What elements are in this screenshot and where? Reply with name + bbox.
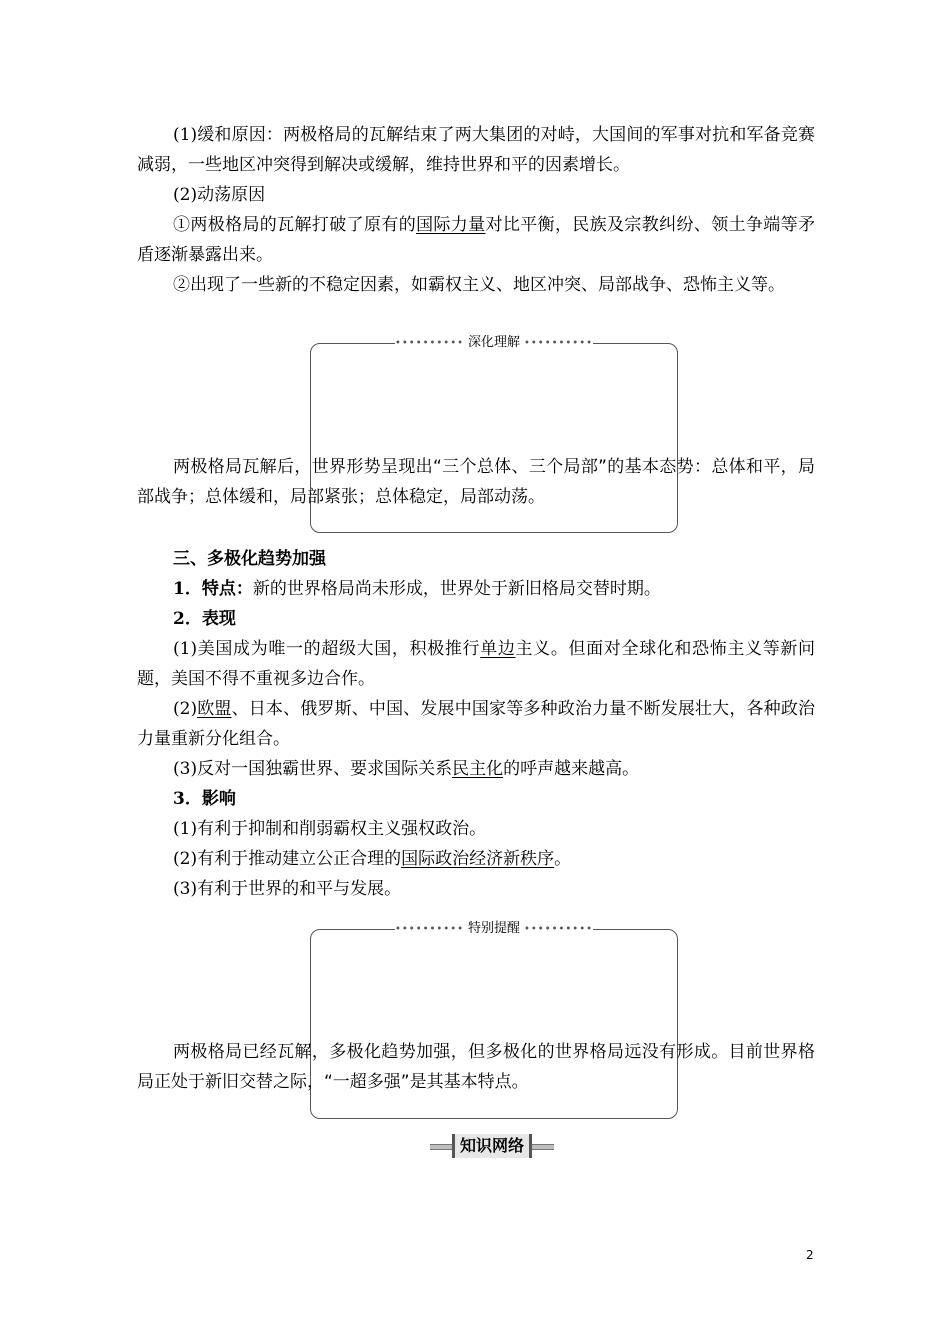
paragraph-impact-3: (3)有利于世界的和平与发展。 xyxy=(173,879,402,899)
paragraph-manifestation-2: (2)欧盟、日本、俄罗斯、中国、发展中国家等多种政治力量不断发展壮大，各种政治力量重新分化组合。 xyxy=(137,699,816,749)
paragraph-manifestation-1: (1)美国成为唯一的超级大国，积极推行单边主义。但面对全球化和恐怖主义等新问题，美国不得不重视多边合作。 xyxy=(137,639,816,689)
special-reminder-box xyxy=(137,921,815,1119)
paragraph-impact-title: 3．影响 xyxy=(173,789,236,809)
underlined-term: 欧盟 xyxy=(197,699,232,719)
section-2-content xyxy=(137,120,815,300)
deepen-understanding-box xyxy=(137,335,815,533)
paragraph-feature: 1．特点：新的世界格局尚未形成，世界处于新旧格局交替时期。 xyxy=(173,579,661,599)
paragraph-manifestation-3: (3)反对一国独霸世界、要求国际关系民主化的呼声越来越高。 xyxy=(173,759,640,779)
box-title: •••••••••• 特别提醒 •••••••••• xyxy=(395,921,593,936)
paragraph-manifestation-title: 2．表现 xyxy=(173,609,236,629)
underlined-term: 国际政治经济新秩序 xyxy=(401,849,555,869)
banner-label: 知识网络 xyxy=(452,1134,532,1158)
page-number: 2 xyxy=(806,1248,814,1262)
paragraph-turmoil-reason-2: ②出现了一些新的不稳定因素，如霸权主义、地区冲突、局部战争、恐怖主义等。 xyxy=(173,275,785,295)
underlined-term: 民主化 xyxy=(452,759,504,779)
paragraph-turmoil-reason-1: ①两极格局的瓦解打破了原有的国际力量对比平衡，民族及宗教纠纷、领土争端等矛盾逐渐暴露出来。 xyxy=(137,215,816,265)
box-text: 两极格局瓦解后，世界形势呈现出“三个总体、三个局部”的基本态势：总体和平，局部战争；总体缓和，局部紧张；总体稳定，局部动荡。 xyxy=(137,457,815,507)
box-title: •••••••••• 深化理解 •••••••••• xyxy=(395,335,593,350)
paragraph-easing-reasons: (1)缓和原因：两极格局的瓦解结束了两大集团的对峙，大国间的军事对抗和军备竞赛减弱，一些地区冲突得到解决或缓解，维持世界和平的因素增长。 xyxy=(137,125,815,175)
underlined-term: 单边 xyxy=(480,639,516,659)
paragraph-turmoil-reasons-title: (2)动荡原因 xyxy=(173,185,266,205)
section-heading: 三、多极化趋势加强 xyxy=(173,549,326,569)
paragraph-impact-1: (1)有利于抑制和削弱霸权主义强权政治。 xyxy=(173,819,487,839)
paragraph-impact-2: (2)有利于推动建立公正合理的国际政治经济新秩序。 xyxy=(173,849,572,869)
box-text: 两极格局已经瓦解，多极化趋势加强，但多极化的世界格局远没有形成。目前世界格局正处于新旧交替之际，“一超多强”是其基本特点。 xyxy=(137,1042,815,1092)
knowledge-network-banner xyxy=(430,1134,554,1158)
section-3-content xyxy=(137,544,815,904)
underlined-term: 国际力量 xyxy=(416,215,486,235)
